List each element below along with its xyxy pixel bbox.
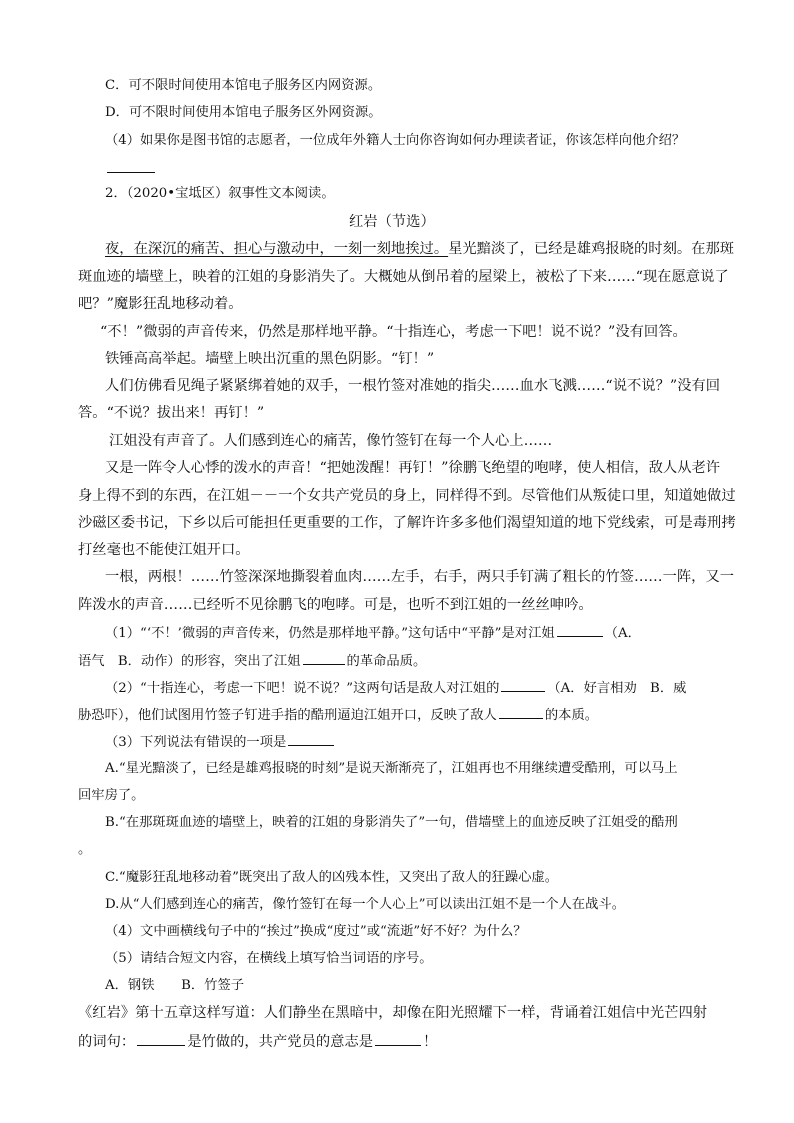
paragraph-4-line-1: 人们仿佛看见绳子紧紧绑着她的双手，一根竹签对准她的指尖……血水飞溅……“说不说？”没有回	[105, 378, 721, 394]
paragraph-7-line-2: 阵泼水的声音……已经听不见徐鹏飞的咆哮。可是，也听不到江姐的一丝丝呻吟。	[78, 597, 593, 613]
answer-blank[interactable]	[303, 650, 345, 665]
sub-question-4-red-rock: （4）文中画横线句子中的“挨过”换成“度过”或“流逝”好不好？为什么？	[105, 924, 527, 939]
underlined-sentence: 夜，在深沉的痛苦、担心与激动中，一刻一刻地挨过。	[105, 241, 449, 257]
option-3c: C.“魔影狂乱地移动着”既突出了敌人的凶残本性，又突出了敌人的狂躁心虚。	[105, 870, 559, 885]
option-3a-line-2: 回牢房了。	[78, 788, 145, 803]
sub-question-3: （3）下列说法有错误的一项是	[105, 731, 336, 753]
answer-blank[interactable]	[375, 1031, 421, 1046]
answer-blank[interactable]	[137, 1031, 185, 1046]
sub-question-5-context-line-2: 的词句： 是竹做的，共产党员的意志是 ！	[78, 1031, 437, 1052]
answer-blank-line	[105, 158, 157, 179]
paragraph-1-line-3: 吧？”魔影狂乱地移动着。	[78, 296, 243, 312]
passage-title: 红岩（节选）	[349, 214, 435, 230]
paragraph-6-line-1: 又是一阵令人心悸的泼水的声音！“把她泼醒！再钉！”徐鹏飞绝望的咆哮，使人相信，敌人从老许	[105, 460, 721, 476]
paragraph-2: “不！”微弱的声音传来，仍然是那样地平静。“十指连心，考虑一下吧！说不说？”没有回答。	[100, 324, 687, 340]
sub-question-1-line-1: （1）“‘不！’微弱的声音传来，仍然是那样地平静。”这句话中“平静”是对江姐 （A．	[105, 622, 641, 644]
sub-question-4: （4）如果你是图书馆的志愿者，一位成年外籍人士向你咨询如何办理读者证，你该怎样向他介绍？	[105, 133, 686, 148]
answer-blank[interactable]	[501, 677, 545, 692]
sub-question-5-context-line-1: 《红岩》第十五章这样写道：人们静坐在黑暗中，却像在阳光照耀下一样，背诵着江姐信中光芒四射	[78, 1005, 708, 1021]
option-d: D．可不限时间使用本馆电子服务区外网资源。	[105, 105, 382, 120]
sub-question-2-line-2: 胁恐吓），他们试图用竹签子钉进手指的酷刑逼迫江姐开口，反映了敌人 的本质。	[78, 704, 598, 726]
answer-blank[interactable]	[557, 622, 603, 637]
paragraph-5: 江姐没有声音了。人们感到连心的痛苦，像竹签钉在每一个人心上……	[109, 433, 553, 449]
paragraph-3: 铁锤高高举起。墙壁上映出沉重的黑色阴影。“钉！”	[105, 351, 435, 367]
option-3a-line-1: A.“星光黯淡了，已经是雄鸡报晓的时刻”是说天渐渐亮了，江姐再也不用继续遭受酷刑，可以马上	[105, 761, 678, 776]
option-3d: D.从“人们感到连心的痛苦，像竹签钉在每一个人心上”可以读出江姐不是一个人在战斗。	[105, 897, 625, 912]
paragraph-6-line-3: 沙磁区委书记，下乡以后可能担任更重要的工作，了解许许多多他们渴望知道的地下党线索，可是毒刑拷	[78, 515, 736, 531]
answer-blank[interactable]	[499, 704, 543, 719]
paragraph-1-line-2: 斑血迹的墙壁上，映着的江姐的身影消失了。大概她从倒吊着的屋梁上，被松了下来……“现在愿意说了	[78, 269, 729, 285]
option-c: C．可不限时间使用本馆电子服务区内网资源。	[105, 78, 382, 93]
question-2-header: 2．（2020•宝坻区）叙事性文本阅读。	[105, 186, 335, 201]
sub-question-5: （5）请结合短文内容，在横线上填写恰当词语的序号。	[105, 951, 433, 966]
paragraph-6-line-2: 身上得不到的东西，在江姐－－一个女共产党员的身上，同样得不到。尽管他们从叛徒口里，知道她做过	[78, 488, 736, 504]
sub-question-1-line-2: 语气 B．动作）的形容，突出了江姐 的革命品质。	[78, 650, 426, 672]
sub-question-5-options: A．钢铁 B．竹签子	[105, 978, 245, 993]
paragraph-1-line-1: 夜，在深沉的痛苦、担心与激动中，一刻一刻地挨过。星光黯淡了，已经是雄鸡报晓的时刻。在那斑	[105, 241, 735, 257]
paragraph-6-line-4: 打丝毫也不能使江姐开口。	[78, 542, 250, 558]
sub-question-2-line-1: （2）“十指连心，考虑一下吧！说不说？”这两句话是敌人对江姐的 （A．好言相劝 B．威	[105, 677, 686, 699]
paragraph-7-line-1: 一根，两根！……竹签深深地撕裂着血肉……左手，右手，两只手钉满了粗长的竹签……一阵，又一	[105, 569, 735, 585]
option-3b-line-1: B.“在那斑斑血迹的墙壁上，映着的江姐的身影消失了”一句，借墙壁上的血迹反映了江姐受的酷刑	[105, 815, 678, 830]
paragraph-4-line-2: 答。“不说？拔出来！再钉！”	[78, 405, 265, 421]
answer-blank[interactable]	[288, 731, 334, 746]
option-3b-line-2: 。	[78, 842, 92, 857]
